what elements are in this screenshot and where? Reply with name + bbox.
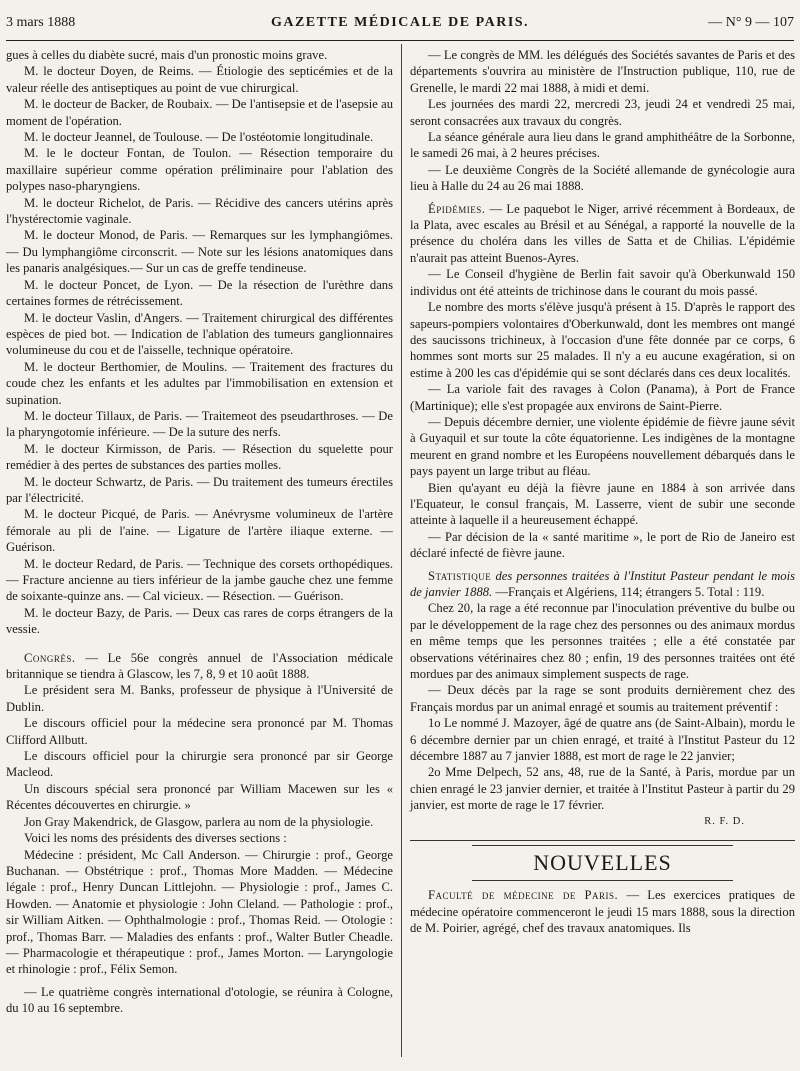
paragraph: Jon Gray Makendrick, de Glasgow, parlera au nom de la physiologie. xyxy=(24,814,374,829)
paragraph: M. le docteur Tillaux, de Paris. — Traitemeot des pseudarthroses. — De la pharyngotomie inférieure. — De la suture des nerfs. xyxy=(6,408,393,440)
signature: R. F. D. xyxy=(704,815,745,827)
paragraph: M. le docteur Picqué, de Paris. — Anévrysme volumineux de l'artère fémorale au pli de l'aine. — Ligature de l'artère iliaque externe. — Guérison. xyxy=(6,507,393,555)
congres-intro xyxy=(6,650,393,683)
section-label: Épidémies. xyxy=(428,201,486,216)
paragraph: — Depuis décembre dernier, une violente épidémie de fièvre jaune sévit à Guyaquil et sur toute la côte équatorienne. Les indigènes de la montagne meurent en grand nombre et les Européens nouvellement débarqués dans le pays payent un large tribut au fléau. xyxy=(410,414,795,479)
paragraph: M. le docteur Schwartz, de Paris. — Du traitement des tumeurs érectiles par l'électricité. xyxy=(6,474,393,505)
paragraph: M. le docteur Redard, de Paris. — Technique des corsets orthopédiques. — Fracture ancienne au tiers inférieur de la jambe gauche chez une femme de soixante-quinze ans. — Cal vicieux. — Résection. — Guérison. xyxy=(6,556,393,604)
paragraph: — Le Conseil d'hygiène de Berlin fait savoir qu'à Oberkunwald 150 individus ont été atteints de trichinose dans le courant du mois passé. xyxy=(410,267,795,298)
section-label: Congrès. xyxy=(24,650,76,665)
column-divider xyxy=(401,44,402,1057)
paragraph: M. le docteur Vaslin, d'Angers. — Traitement chirurgical des différentes espèces de pied bot. — Indication de l'ablation des tumeurs ganglionnaires volumineuse du cou et de l'aisselle, technique opératoire. xyxy=(6,310,393,358)
paragraph: M. le le docteur Fontan, de Toulon. — Résection temporaire du maxillaire supérieur comme opération préliminaire pour l'ablation des polypes naso-pharyngiens. xyxy=(6,146,393,194)
nouvelles-paragraph xyxy=(410,887,795,936)
section-label: Statistique xyxy=(428,568,492,583)
epidemies-intro xyxy=(410,201,795,267)
paragraph: — La variole fait des ravages à Colon (Panama), à Port de France (Martinique); elle s'est propagée aux environs de Saint-Pierre. xyxy=(410,382,795,413)
paragraph: — Par décision de la « santé maritime », le port de Rio de Janeiro est déclaré infecté de fièvre jaune. xyxy=(410,529,795,561)
paragraph: M. le docteur Richelot, de Paris. — Récidive des cancers utérins après l'hystérectomie vaginale. xyxy=(6,195,393,227)
paragraph: Chez 20, la rage a été reconnue par l'inoculation préventive du bulbe ou par le développement de la rage chez des personnes ou des animaux mordus en même temps que les personnes traitées ; elle a été constatée par observations vétérinaires chez 80 ; enfin, 19 des personnes traitées ont été mordues par des animaux simplement suspects de rage. xyxy=(410,601,795,682)
paragraph: Le nombre des morts s'élève jusqu'à présent à 15. D'après le rapport des sapeurs-pompiers volontaires d'Oberkunwald, dont les membres ont mangé des saucissons trichineux, à l'occasion d'une fête donnée par ce corps, 6 hommes sont morts sur 25 malades. Il n'y a eu aucune exagération, si on estime à 200 les cas d'épidémie qui se sont déclarés dans ces deux localités. xyxy=(410,300,795,380)
paragraph: Médecine : président, Mc Call Anderson. — Chirurgie : prof., George Buchanan. — Obstétrique : prof., Thomas More Madden. — Médecine légale : prof., Henry Duncan Littlejohn. — Physiologie : prof., James C. Howden. — Anatomie et physiologie : John Cleland. — Pathologie : prof., sir William Aitken. — Ophthalmologie : prof., Thomas Reid. — Otologie : prof., Thomas Barr. — Maladies des enfants : prof., Walter Butler Cheadle. — Pharmacologie et thérapeutique : prof., James Morton. — Laryngologie et rhinologie : prof., Félix Semon. xyxy=(6,847,393,977)
paragraph: Le président sera M. Banks, professeur de physique à l'Université de Dublin. xyxy=(6,683,393,714)
paragraph: La séance générale aura lieu dans le grand amphithéâtre de la Sorbonne, le samedi 26 mai, à 2 heures précises. xyxy=(410,130,795,161)
page-header xyxy=(6,14,794,32)
statistique-title: des personnes traitées à l'Institut Pasteur pendant le mois de janvier 1888. xyxy=(410,568,796,599)
paragraph: — Le deuxième Congrès de la Société allemande de gynécologie aura lieu à Halle du 24 au 26 mai 1888. xyxy=(410,162,795,194)
section-label: Faculté de médecine de Paris. xyxy=(428,888,619,903)
statistique-intro xyxy=(410,568,795,601)
spacer xyxy=(6,638,393,650)
page-number: — N° 9 — 107 xyxy=(708,15,794,30)
header-rule xyxy=(6,40,794,41)
nouvelles-heading: NOUVELLES xyxy=(472,845,733,881)
paragraph: — Le quatrième congrès international d'otologie, se réunira à Cologne, du 10 au 16 septembre. xyxy=(6,984,393,1016)
paragraph: M. le docteur Bazy, de Paris. — Deux cas rares de corps étrangers de la vessie. xyxy=(6,605,393,637)
paragraph-text: — Le 56e congrès annuel de l'Association médicale britannique se tiendra à Glascow, les 7, 8, 9 et 10 août 1888. xyxy=(6,650,393,682)
paragraph-text: — Le paquebot le Niger, arrivé récemment à Bordeaux, de la Plata, avec escales au Brésil et au Sénégal, a rapporté la nouvelle de la présence du choléra dans les villes de Satta et de Chilias. L'épidémie n'aurait pas atteint Buenos-Ayres. xyxy=(410,201,795,265)
section-rule xyxy=(410,840,795,841)
paragraph-text: —Français et Algériens, 114; étrangers 5. Total : 119. xyxy=(495,585,765,599)
paragraph: Les journées des mardi 22, mercredi 23, jeudi 24 et vendredi 25 mai, seront consacrées aux travaux du congrès. xyxy=(410,97,795,128)
paragraph: gues à celles du diabète sucré, mais d'un pronostic moins grave. xyxy=(6,48,328,62)
paragraph: — Le congrès de MM. les délégués des Sociétés savantes de Paris et des départements s'ouvrira au ministère de l'Instruction publique, 110, rue de Grenelle, le mardi 22 mai 1888, à midi et demi. xyxy=(410,48,795,95)
paragraph: M. le docteur de Backer, de Roubaix. — De l'antisepsie et de l'asepsie au moment de l'opération. xyxy=(6,97,393,128)
paragraph: 2o Mme Delpech, 52 ans, 48, rue de la Santé, à Paris, mordue par un chien enragé le 23 janvier dernier, et traitée à l'Institut Pasteur à partir du 29 janvier, est morte de rage le 17 février. xyxy=(410,765,795,813)
paragraph: — Deux décès par la rage se sont produits dernièrement chez des Français mordus par un animal enragé et soumis au traitement préventif : xyxy=(410,683,795,714)
paragraph: Bien qu'ayant eu déjà la fièvre jaune en 1884 à son arrivée dans l'Equateur, le consul français, M. Lasserre, vient de subir une seconde atteinte à laquelle il a heureusement échappé. xyxy=(410,480,795,528)
journal-title: GAZETTE MÉDICALE DE PARIS. xyxy=(270,15,530,30)
paragraph: Voici les noms des présidents des diverses sections : xyxy=(24,831,287,846)
paragraph: M. le docteur Berthomier, de Moulins. — Traitement des fractures du coude chez les enfants et les adultes par l'immobilisation en extension et supination. xyxy=(6,359,393,407)
paragraph: M. le docteur Poncet, de Lyon. — De la résection de l'urèthre dans certaines formes de rétrécissement. xyxy=(6,277,393,309)
paragraph: Le discours officiel pour la médecine sera prononcé par M. Thomas Clifford Allbutt. xyxy=(6,716,393,747)
paragraph: M. le docteur Jeannel, de Toulouse. — De l'ostéotomie longitudinale. xyxy=(24,130,374,145)
paragraph: M. le docteur Doyen, de Reims. — Étiologie des septicémies et de la valeur réelle des antiseptiques au point de vue chirurgical. xyxy=(6,64,393,95)
paragraph: M. le docteur Monod, de Paris. — Remarques sur les lymphangiômes. — Du lymphangiôme circonscrit. — Note sur les lésions anatomiques dans les panaris analgésiques.— Sur un cas de greffe tendineuse. xyxy=(6,228,393,276)
paragraph: Le discours officiel pour la chirurgie sera prononcé par sir George Macleod. xyxy=(6,749,393,780)
right-column xyxy=(410,47,795,936)
paragraph: 1o Le nommé J. Mazoyer, âgé de quatre ans (de Saint-Albain), mordu le 6 décembre dernier par un chien enragé, et traité à l'Institut Pasteur du 12 décembre 1887 au 7 janvier 1888, est mort de rage le 22 janvier; xyxy=(410,716,795,764)
paragraph: Un discours spécial sera prononcé par William Macewen sur les « Récentes découvertes en chirurgie. » xyxy=(6,781,393,813)
left-column xyxy=(6,47,393,1017)
paragraph: M. le docteur Kirmisson, de Paris. — Résection du squelette pour remédier à des pertes de substances des parties molles. xyxy=(6,441,393,473)
paragraph-text: — Les exercices pratiques de médecine opératoire commenceront le jeudi 15 mars 1888, sous la direction de M. Poirier, agrégé, chef des travaux anatomiques. Ils xyxy=(410,888,796,935)
issue-date: 3 mars 1888 xyxy=(6,15,76,30)
